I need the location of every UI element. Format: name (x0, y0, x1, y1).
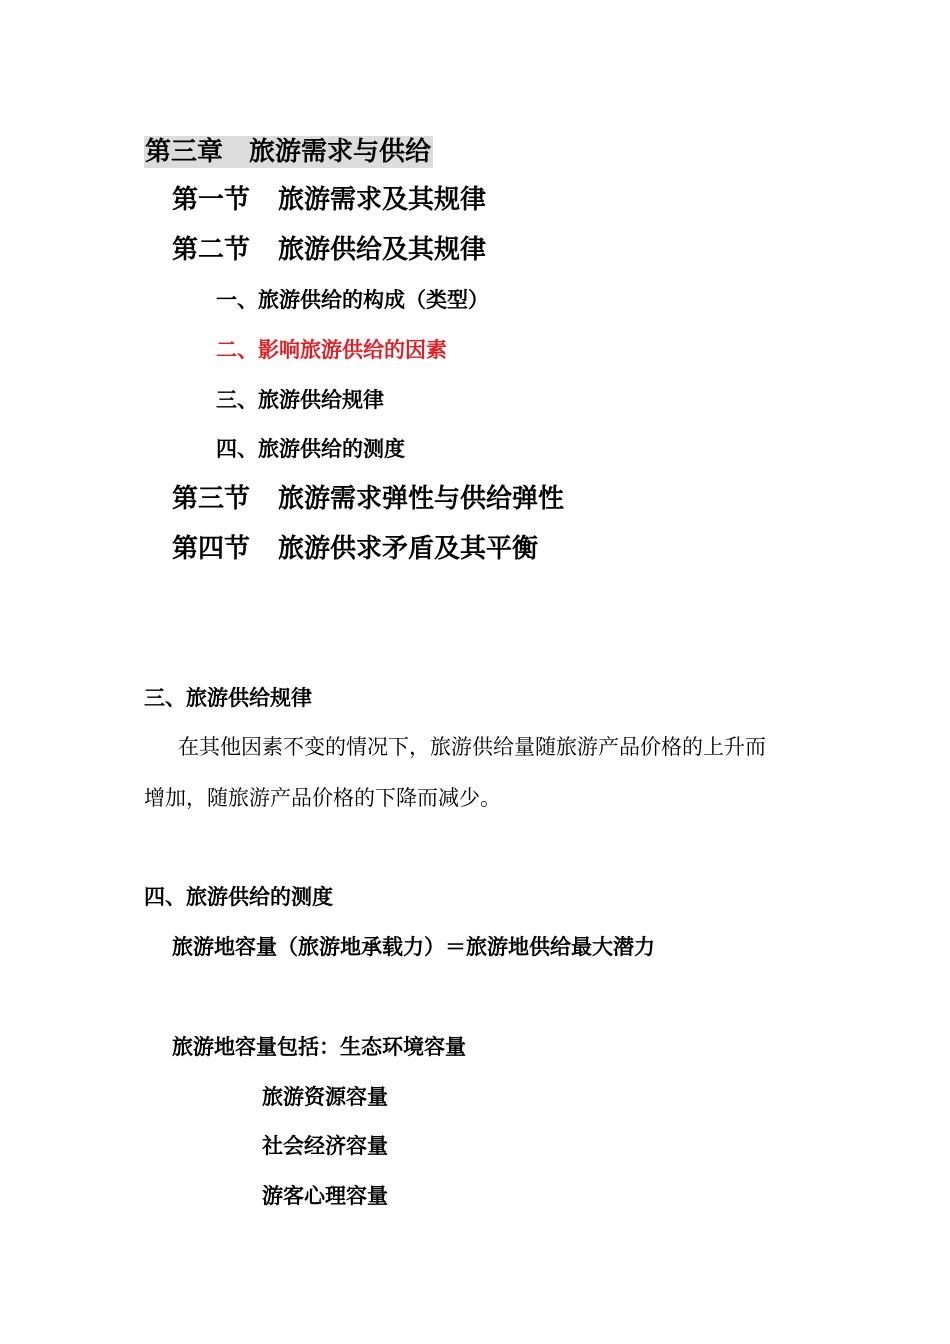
capacity-item-psychological: 游客心理容量 (262, 1184, 388, 1208)
section-2 (172, 237, 486, 263)
capacity-intro: 旅游地容量包括：生态环境容量 (172, 1035, 466, 1059)
chapter-title: 第三章 旅游需求与供给 (145, 137, 432, 167)
section-4-number: 第四节 (172, 534, 251, 564)
section-3 (172, 486, 564, 512)
supply-law-text-line2: 增加，随旅游产品价格的下降而减少。 (144, 786, 501, 810)
section-1 (172, 187, 486, 213)
subitem-3: 三、旅游供给规律 (216, 388, 384, 412)
section-1-title: 旅游需求及其规律 (278, 185, 487, 215)
subitem-2-highlighted: 二、影响旅游供给的因素 (216, 338, 447, 362)
capacity-formula: 旅游地容量（旅游地承载力）＝旅游地供给最大潜力 (172, 935, 655, 959)
section-4-title: 旅游供求矛盾及其平衡 (278, 534, 539, 564)
measurement-heading: 四、旅游供给的测度 (144, 885, 333, 909)
subitem-4: 四、旅游供给的测度 (216, 437, 405, 461)
section-2-title: 旅游供给及其规律 (278, 235, 487, 265)
capacity-item-resources: 旅游资源容量 (262, 1085, 388, 1109)
section-3-title: 旅游需求弹性与供给弹性 (278, 484, 565, 514)
section-1-number: 第一节 (172, 185, 251, 215)
capacity-item-socioeconomic: 社会经济容量 (262, 1134, 388, 1158)
supply-law-text-line1: 在其他因素不变的情况下，旅游供给量随旅游产品价格的上升而 (178, 735, 766, 759)
section-2-number: 第二节 (172, 235, 251, 265)
subitem-1: 一、旅游供给的构成（类型） (216, 288, 489, 312)
supply-law-heading: 三、旅游供给规律 (144, 686, 312, 710)
section-3-number: 第三节 (172, 484, 251, 514)
section-4 (172, 536, 538, 562)
